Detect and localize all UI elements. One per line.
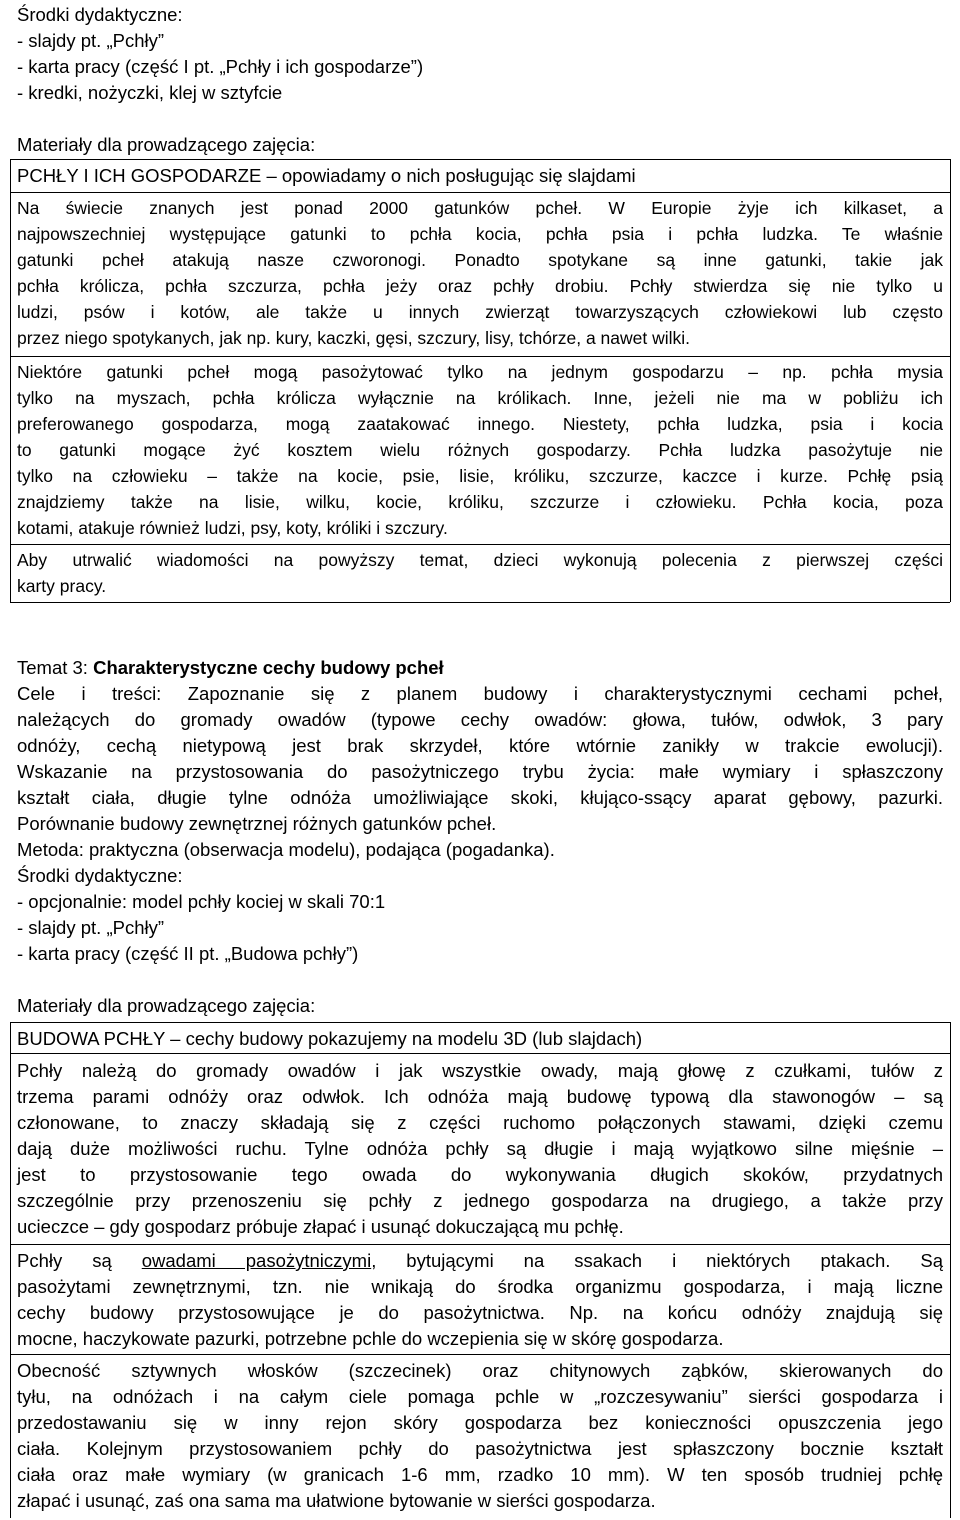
box-border [10,159,11,602]
topic-heading [17,655,444,681]
paragraph-line: Aby utrwalić wiadomości na powyższy temat, dzieci wykonują polecenia z pierwszej części [17,550,943,570]
means-item: - slajdy pt. „Pchły” [17,917,165,938]
paragraph-line: preferowanego gospodarza, mogą zaatakować innego. Niestety, pchła ludzka, psia i kocia [17,414,943,434]
box-divider [10,1053,950,1054]
goals-line: Wskazanie na przystosowania do pasożytniczego trybu życia: małe wymiary i spłaszczony [17,761,943,782]
means-heading: Środki dydaktyczne: [17,865,183,886]
materials-heading: Materiały dla prowadzącego zajęcia: [17,134,316,155]
topic-title: Charakterystyczne cechy budowy pcheł [93,657,444,678]
paragraph-line: przez niego spotykanych, jak np. kury, kaczki, gęsi, szczury, lisy, tchórze, a nawet wilki. [17,328,691,348]
box-border [10,1022,11,1518]
paragraph-line: tylko na myszach, pchła królicza wyłącznie na królikach. Inne, jeżeli nie ma w pobliżu ich [17,388,943,408]
box-border [10,602,950,603]
box-border [10,1022,950,1023]
means-item: - opcjonalnie: model pchły kociej w skali 70:1 [17,891,386,912]
text-run: Pchły są [17,1250,142,1271]
paragraph-line: znajdziemy także na lisie, wilku, kocie, króliku, szczurze i człowieku. Pchła kocia, poza [17,492,943,512]
box-divider [10,544,950,545]
paragraph-line: Obecność sztywnych włosków (szczecinek) oraz chitynowych ząbków, skierowanych do [17,1360,943,1381]
method-line: Metoda: praktyczna (obserwacja modelu), podająca (pogadanka). [17,839,555,860]
means-item: - kredki, nożyczki, klej w sztyfcie [17,82,283,103]
underlined-term: owadami pasożytniczymi [141,1250,372,1271]
box-divider [10,356,950,357]
box-border [950,159,951,602]
paragraph-line: przedostawaniu się w inny rejon skóry gospodarza bez konieczności opuszczenia jego [17,1412,943,1433]
paragraph-line: tylko na człowieku – także na kocie, psie, lisie, króliku, szczurze, kaczce i kurze. Pchłę psią [17,466,943,486]
means-item: - karta pracy (część II pt. „Budowa pchły”) [17,943,359,964]
box-border [10,159,950,160]
paragraph-line: członowane, to znaczy składają się z części ruchomo połączonych stawami, dzięki czemu [17,1112,943,1133]
paragraph-line [17,1248,943,1274]
paragraph-line: ucieczce – gdy gospodarz próbuje złapać i usunąć dokuczającą mu pchłę. [17,1216,624,1237]
paragraph-line: trzema parami odnóży oraz odwłok. Ich odnóża mają budowę typową dla stawonogów – są [17,1086,943,1107]
paragraph-line: jest to przystosowanie tego owada do wykonywania długich skoków, przydatnych [17,1164,943,1185]
paragraph-line: złapać i usunąć, zaś ona sama ma ułatwione bytowanie w sierści gospodarza. [17,1490,656,1511]
box-divider [10,1244,950,1245]
paragraph-line: Pchły należą do gromady owadów i jak wszystkie owady, mają głowę z czułkami, tułów z [17,1060,943,1081]
box-divider [10,1354,950,1355]
paragraph-line: tyłu, na odnóżach i na całym ciele pomaga pchle w „rozczesywaniu” sierści gospodarza i [17,1386,943,1407]
paragraph-line: Na świecie znanych jest ponad 2000 gatunków pcheł. W Europie żyje ich kilkaset, a [17,198,943,218]
topic-label: Temat 3: [17,657,94,678]
paragraph-line: szczególnie przy przenoszeniu się pchły z jednego gospodarza na drugiego, a także przy [17,1190,943,1211]
paragraph-line: dają duże możliwości ruchu. Tylne odnóża pchły są długie i mają wyjątkowo silne mięśnie – [17,1138,943,1159]
paragraph-line: gatunki pcheł atakują nasze czworonogi. Ponadto spotykane są inne gatunki, takie jak [17,250,943,270]
paragraph-line: ludzi, psów i kotów, ale także u innych zwierząt towarzyszących człowiekowi lub często [17,302,943,322]
paragraph-line: kotami, atakuje również ludzi, psy, koty, króliki i szczury. [17,518,448,538]
means-item: - karta pracy (część I pt. „Pchły i ich gospodarze”) [17,56,424,77]
means-item: - slajdy pt. „Pchły” [17,30,165,51]
text-run: , bytującymi na ssakach i niektórych ptakach. Są [371,1250,943,1271]
paragraph-line: to gatunki mogące żyć kosztem wielu różnych gospodarzy. Pchła ludzka pasożytuje nie [17,440,943,460]
goals-line: kształt ciała, długie tylne odnóża umożliwiające skoki, kłująco-ssący aparat gębowy, pazurki. [17,787,943,808]
paragraph-line: cechy budowy przystosowujące je do pasożytnictwa. Np. na końcu odnóży znajdują się [17,1302,943,1323]
means-heading: Środki dydaktyczne: [17,4,183,25]
materials-heading: Materiały dla prowadzącego zajęcia: [17,995,316,1016]
paragraph-line: Niektóre gatunki pcheł mogą pasożytować tylko na jednym gospodarzu – np. pchła mysia [17,362,943,382]
box-border [950,1022,951,1518]
paragraph-line: najpowszechniej występujące gatunki to pchła kocia, pchła psia i pchła ludzka. Te właśnie [17,224,943,244]
paragraph-line: ciała oraz małe wymiary (w granicach 1-6 mm, rzadko 10 mm). W ten sposób trudniej pchłę [17,1464,943,1485]
box-title: PCHŁY I ICH GOSPODARZE – opowiadamy o nich posługując się slajdami [17,165,636,186]
paragraph-line: ciała. Kolejnym przystosowaniem pchły do pasożytnictwa jest spłaszczony bocznie kształt [17,1438,943,1459]
paragraph-line: karty pracy. [17,576,107,596]
goals-line: odnóży, cechą nietypową jest brak skrzydeł, które wtórnie zanikły w trakcie ewolucji). [17,735,943,756]
paragraph-line: pchła królicza, pchła szczurza, pchła jeży oraz pchły drobiu. Pchły stwierdza się nie tylko u [17,276,943,296]
goals-line: Porównanie budowy zewnętrznej różnych gatunków pcheł. [17,813,497,834]
paragraph-line: mocne, haczykowate pazurki, potrzebne pchle do wczepienia się w skórę gospodarza. [17,1328,724,1349]
goals-line: należących do gromady owadów (typowe cechy owadów: głowa, tułów, odwłok, 3 pary [17,709,943,730]
box-title: BUDOWA PCHŁY – cechy budowy pokazujemy na modelu 3D (lub slajdach) [17,1028,643,1049]
box-divider [10,192,950,193]
goals-line: Cele i treści: Zapoznanie się z planem budowy i charakterystycznymi cechami pcheł, [17,683,943,704]
paragraph-line: pasożytami zewnętrznymi, tzn. nie wnikają do środka organizmu gospodarza, i mają liczne [17,1276,943,1297]
